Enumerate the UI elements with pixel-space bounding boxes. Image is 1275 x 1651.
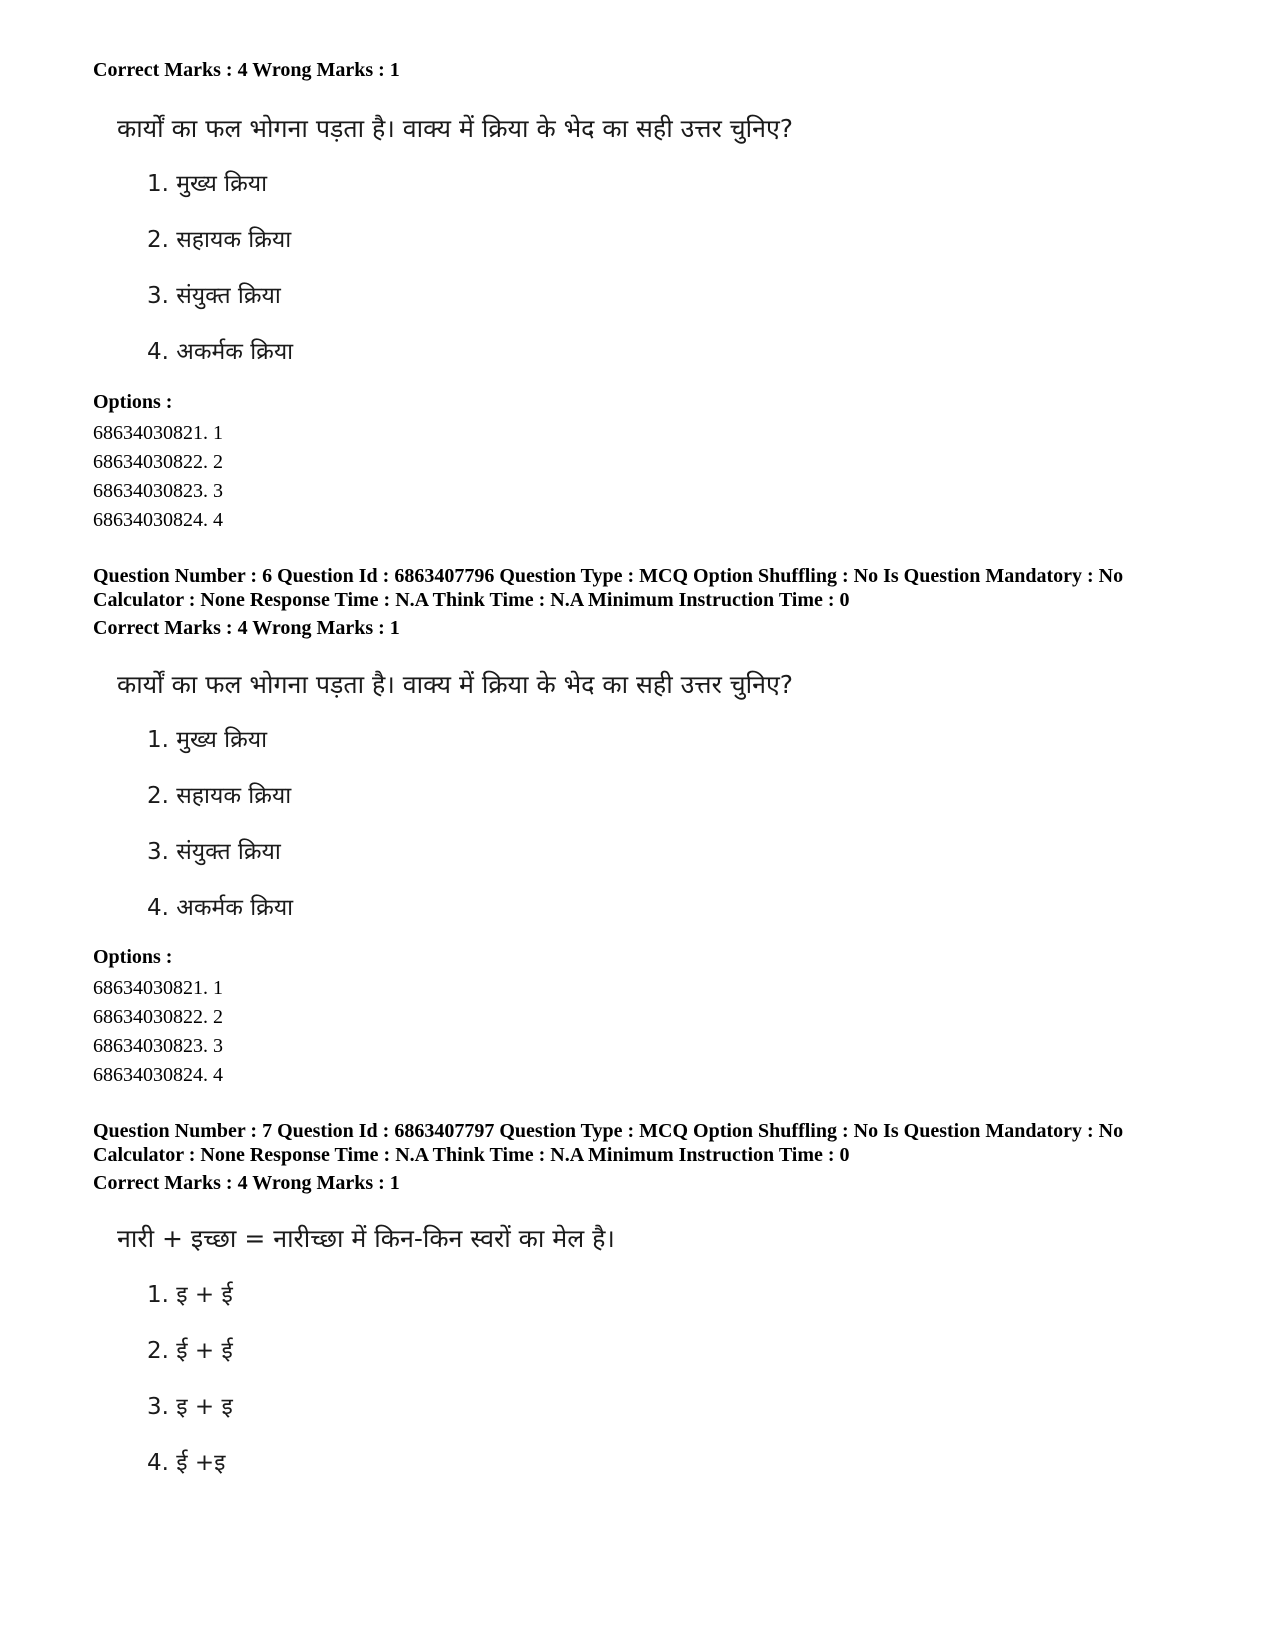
q6-choice-2: 2. सहायक क्रिया xyxy=(147,783,292,809)
q6-option-3: 68634030823. 3 xyxy=(93,1035,223,1057)
q5-options-block xyxy=(93,390,1233,535)
q7-choice-4-block xyxy=(93,1448,1233,1478)
q6-choice-4: 4. अकर्मक क्रिया xyxy=(147,895,294,921)
q6-option-2: 68634030822. 2 xyxy=(93,1006,223,1028)
q7-choice-2: 2. ई + ई xyxy=(147,1338,233,1364)
q7-choice-1: 1. इ + ई xyxy=(147,1282,233,1308)
q7-header-line-1: Question Number : 7 Question Id : 6863407797 Question Type : MCQ Option Shuffling : No Is Question Mandatory : No xyxy=(93,1120,1124,1142)
q6-choice-3: 3. संयुक्त क्रिया xyxy=(147,839,281,865)
q6-option-4: 68634030824. 4 xyxy=(93,1064,223,1086)
q6-choice-2-block xyxy=(93,781,1233,811)
q5-stem-block xyxy=(93,114,1233,144)
q5-option-2: 68634030822. 2 xyxy=(93,451,223,473)
q7-choice-3: 3. इ + इ xyxy=(147,1394,233,1420)
q6-choice-1-block xyxy=(93,725,1233,755)
q5-option-3: 68634030823. 3 xyxy=(93,480,223,502)
q5-choice-2-block xyxy=(93,225,1233,255)
q5-options-heading: Options : xyxy=(93,391,173,413)
q6-options-heading: Options : xyxy=(93,946,173,968)
q7-stem-block xyxy=(93,1224,1233,1254)
q5-marks-line xyxy=(93,58,1233,82)
q5-choice-2: 2. सहायक क्रिया xyxy=(147,227,292,253)
q6-choice-1: 1. मुख्य क्रिया xyxy=(147,727,268,753)
q7-choice-3-block xyxy=(93,1392,1233,1422)
q6-marks: Correct Marks : 4 Wrong Marks : 1 xyxy=(93,617,400,639)
q5-choice-1-block xyxy=(93,169,1233,199)
q5-choice-4-block xyxy=(93,337,1233,367)
q6-stem-block xyxy=(93,670,1233,700)
q5-choice-3: 3. संयुक्त क्रिया xyxy=(147,283,281,309)
q6-stem: कार्यों का फल भोगना पड़ता है। वाक्य में क्रिया के भेद का सही उत्तर चुनिए? xyxy=(117,670,794,699)
q6-option-1: 68634030821. 1 xyxy=(93,977,223,999)
q5-option-1: 68634030821. 1 xyxy=(93,422,223,444)
q6-header-line-2: Calculator : None Response Time : N.A Think Time : N.A Minimum Instruction Time : 0 xyxy=(93,589,850,611)
q5-marks: Correct Marks : 4 Wrong Marks : 1 xyxy=(93,59,400,81)
q7-choice-1-block xyxy=(93,1280,1233,1310)
q7-stem: नारी + इच्छा = नारीच्छा में किन-किन स्वरों का मेल है। xyxy=(117,1224,615,1253)
q6-options-block xyxy=(93,945,1233,1090)
q7-choice-4: 4. ई +इ xyxy=(147,1450,226,1476)
q6-header xyxy=(93,564,1233,640)
q7-header xyxy=(93,1119,1233,1195)
q6-choice-4-block xyxy=(93,893,1233,923)
q7-header-line-2: Calculator : None Response Time : N.A Think Time : N.A Minimum Instruction Time : 0 xyxy=(93,1144,850,1166)
q5-stem: कार्यों का फल भोगना पड़ता है। वाक्य में क्रिया के भेद का सही उत्तर चुनिए? xyxy=(117,114,794,143)
q5-choice-4: 4. अकर्मक क्रिया xyxy=(147,339,294,365)
q7-marks: Correct Marks : 4 Wrong Marks : 1 xyxy=(93,1172,400,1194)
q7-choice-2-block xyxy=(93,1336,1233,1366)
q5-choice-3-block xyxy=(93,281,1233,311)
q6-header-line-1: Question Number : 6 Question Id : 6863407796 Question Type : MCQ Option Shuffling : No Is Question Mandatory : No xyxy=(93,565,1124,587)
q6-choice-3-block xyxy=(93,837,1233,867)
q5-option-4: 68634030824. 4 xyxy=(93,509,223,531)
q5-choice-1: 1. मुख्य क्रिया xyxy=(147,171,268,197)
